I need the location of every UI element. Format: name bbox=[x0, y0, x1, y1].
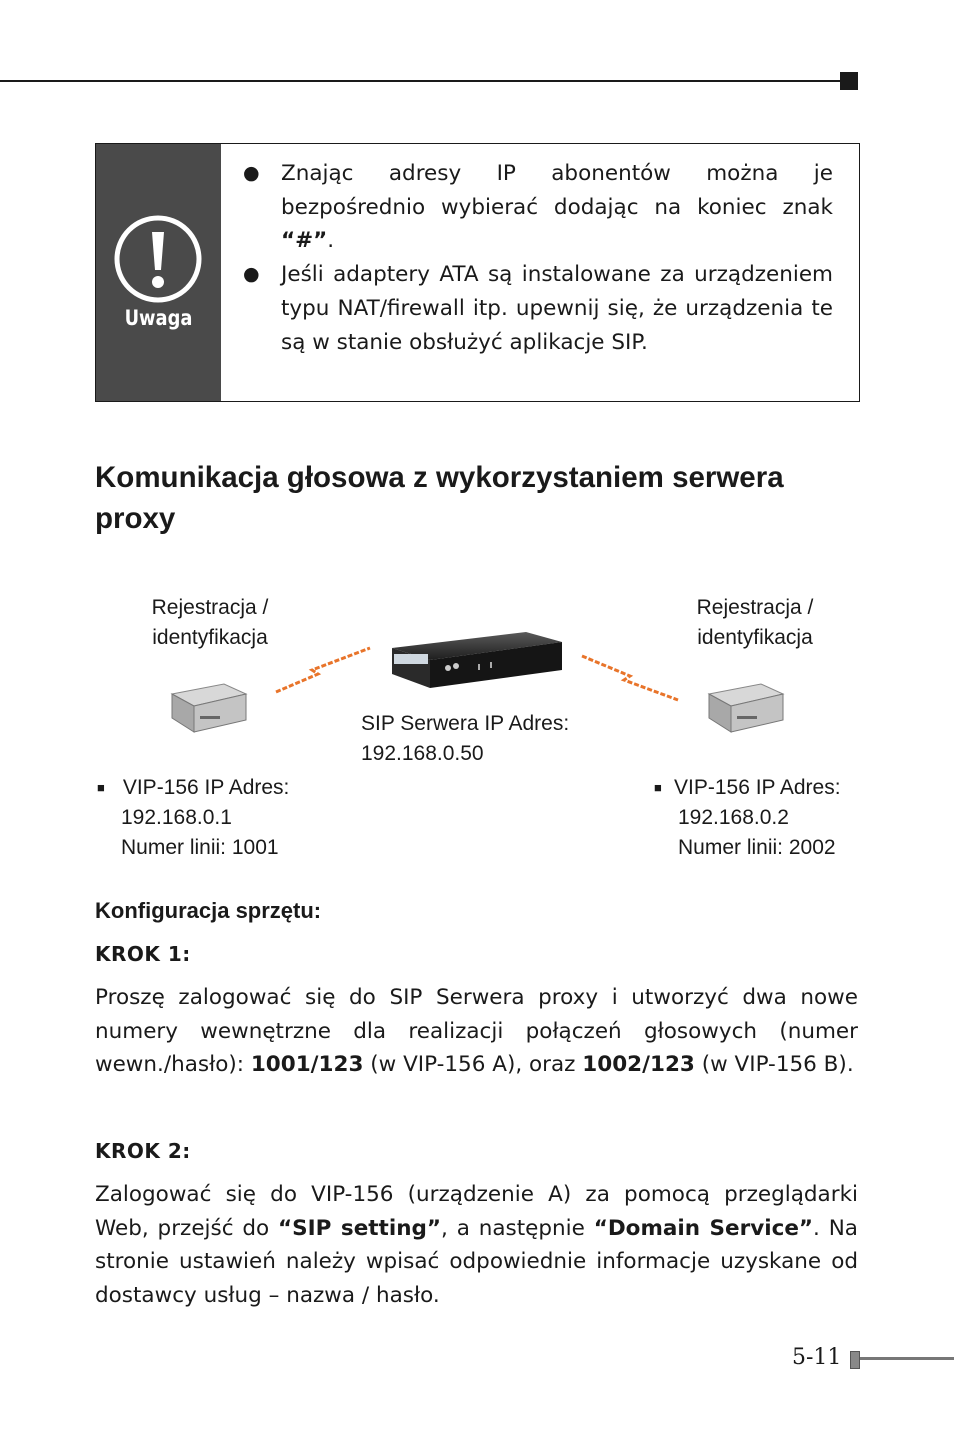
vip-156-device-right bbox=[703, 680, 785, 738]
note-bullet-1-tail: . bbox=[327, 228, 335, 254]
signal-bolt-right-icon bbox=[578, 652, 682, 704]
vip-left-info bbox=[97, 773, 289, 863]
step2-paragraph bbox=[95, 1178, 858, 1312]
vip-left-label-row bbox=[97, 773, 289, 803]
step1-bold-2: 1002/123 bbox=[582, 1052, 695, 1077]
bottom-rule bbox=[860, 1357, 954, 1360]
note-bullet-1-bold: “#” bbox=[281, 228, 328, 254]
signal-bolt-left-icon bbox=[272, 644, 372, 696]
registration-label-left bbox=[130, 593, 290, 653]
bullet-dot: ● bbox=[243, 263, 260, 286]
top-corner-square bbox=[840, 72, 858, 90]
sip-server-device bbox=[386, 630, 566, 690]
vip-right-info bbox=[654, 773, 841, 863]
note-content bbox=[221, 144, 859, 401]
step1-paragraph bbox=[95, 981, 858, 1082]
vip-right-ip: 192.168.0.2 bbox=[678, 806, 789, 829]
step2-text-1: Zalogować się do VIP-156 (urządzenie A) za pomocą przeglądarki Web, przejść do bbox=[95, 1182, 858, 1241]
note-bullet-2-text: Jeśli adaptery ATA są instalowane za urządzeniem typu NAT/firewall itp. upewnij się, że urządzenia te są w stanie obsłużyć aplikacje SIP. bbox=[281, 262, 833, 355]
step1-bold-1: 1001/123 bbox=[250, 1052, 364, 1077]
note-list bbox=[243, 157, 833, 359]
reg-right-line2: identyfikacja bbox=[697, 626, 813, 649]
vip-156-device-left bbox=[166, 680, 248, 738]
vip-right-label: VIP-156 IP Adres: bbox=[674, 776, 841, 799]
note-bullet-1 bbox=[243, 157, 833, 258]
step2-text-3: . Na stronie ustawień należy wpisać odpowiednie informacje uzyskane od dostawcy usług – nazwa / hasło. bbox=[95, 1215, 858, 1308]
step1-text-1: Proszę zalogować się do SIP Serwera proxy i utworzyć dwa nowe numery wewnętrzne dla realizacji połączeń głosowych (numer wewn./hasło): bbox=[95, 985, 858, 1077]
vip-right-label-row bbox=[654, 773, 841, 803]
note-side-panel bbox=[96, 144, 221, 401]
server-ip: 192.168.0.50 bbox=[361, 742, 484, 765]
step1-label: KROK 1: bbox=[95, 942, 191, 966]
top-rule bbox=[0, 80, 846, 82]
step2-text-2: , a następnie bbox=[441, 1215, 594, 1241]
step1-text-3: (w VIP-156 B). bbox=[694, 1052, 854, 1077]
note-box bbox=[95, 143, 860, 402]
step2-bold-2: “Domain Service” bbox=[593, 1215, 814, 1241]
vip-left-label: VIP-156 IP Adres: bbox=[122, 776, 290, 799]
square-bullet-icon: ■ bbox=[654, 780, 662, 795]
reg-right-line1: Rejestracja / bbox=[696, 596, 814, 619]
vip-left-ip: 192.168.0.1 bbox=[121, 806, 232, 829]
step2-label: KROK 2: bbox=[95, 1139, 191, 1163]
note-bullet-2 bbox=[243, 258, 833, 359]
step2-bold-1: “SIP setting” bbox=[278, 1215, 442, 1241]
reg-left-line2: identyfikacja bbox=[152, 626, 268, 649]
server-address-label bbox=[361, 709, 569, 769]
config-heading: Konfiguracja sprzętu: bbox=[95, 898, 322, 923]
section-title: Komunikacja głosowa z wykorzystaniem serwera proxy bbox=[95, 461, 784, 535]
page-number: 5-11 bbox=[792, 1345, 842, 1370]
vip-right-line-number: Numer linii: 2002 bbox=[678, 836, 836, 859]
square-bullet-icon: ■ bbox=[97, 780, 105, 795]
registration-label-right bbox=[675, 593, 835, 653]
note-label: Uwaga bbox=[124, 306, 193, 330]
note-bullet-1-text: Znając adresy IP abonentów można je bezpośrednio wybierać dodając na koniec znak bbox=[281, 161, 833, 220]
bullet-dot: ● bbox=[243, 162, 260, 184]
vip-left-line-number: Numer linii: 1001 bbox=[121, 836, 279, 859]
network-diagram bbox=[0, 580, 954, 880]
bottom-corner-square bbox=[850, 1351, 860, 1369]
step1-text-2: (w VIP-156 A), oraz bbox=[363, 1052, 583, 1077]
reg-left-line1: Rejestracja / bbox=[151, 596, 269, 619]
server-label-line1: SIP Serwera IP Adres: bbox=[361, 712, 570, 735]
exclamation-circle-icon bbox=[113, 214, 203, 304]
